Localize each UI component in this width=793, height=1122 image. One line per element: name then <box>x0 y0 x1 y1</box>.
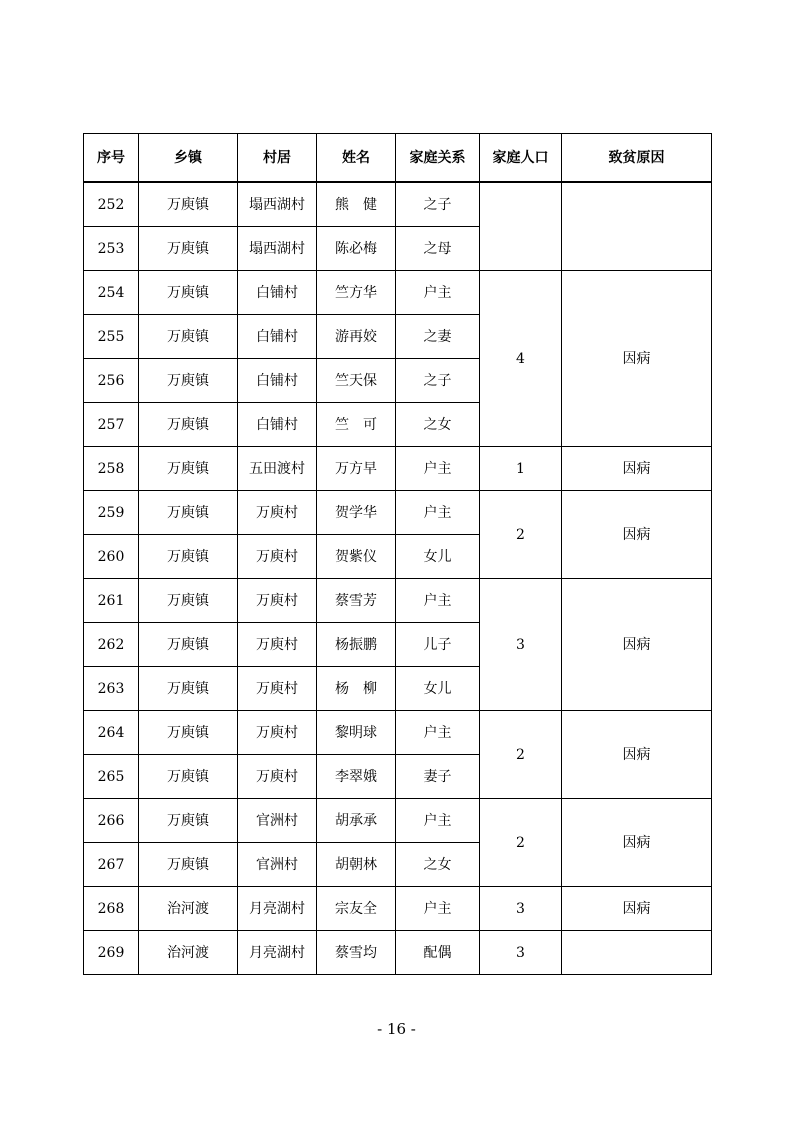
town-cell: 万庾镇 <box>139 535 238 579</box>
name-cell: 李翠娥 <box>317 755 396 799</box>
relation-cell: 户主 <box>396 711 480 755</box>
relation-cell: 之女 <box>396 843 480 887</box>
name-cell: 黎明球 <box>317 711 396 755</box>
town-cell: 万庾镇 <box>139 711 238 755</box>
serial-cell: 265 <box>84 755 139 799</box>
relation-cell: 之妻 <box>396 315 480 359</box>
town-cell: 万庾镇 <box>139 843 238 887</box>
serial-cell: 263 <box>84 667 139 711</box>
household-size-cell: 1 <box>480 447 562 491</box>
name-cell: 贺学华 <box>317 491 396 535</box>
relation-cell: 女儿 <box>396 667 480 711</box>
serial-cell: 268 <box>84 887 139 931</box>
relation-cell: 户主 <box>396 579 480 623</box>
header-name: 姓名 <box>317 134 396 183</box>
table-row <box>84 711 712 755</box>
serial-cell: 256 <box>84 359 139 403</box>
table-row <box>84 491 712 535</box>
household-size-cell: 4 <box>480 271 562 447</box>
town-cell: 万庾镇 <box>139 579 238 623</box>
town-cell: 万庾镇 <box>139 447 238 491</box>
village-cell: 白铺村 <box>238 403 317 447</box>
town-cell: 万庾镇 <box>139 315 238 359</box>
table-row <box>84 799 712 843</box>
poverty-reason-cell <box>562 931 712 975</box>
header-serial-number: 序号 <box>84 134 139 183</box>
header-household-size: 家庭人口 <box>480 134 562 183</box>
relation-cell: 之子 <box>396 359 480 403</box>
household-size-cell: 2 <box>480 711 562 799</box>
table-row <box>84 931 712 975</box>
page-number: - 16 - <box>377 1020 416 1038</box>
household-size-cell: 3 <box>480 931 562 975</box>
village-cell: 万庾村 <box>238 535 317 579</box>
header-family-relation: 家庭关系 <box>396 134 480 183</box>
relation-cell: 户主 <box>396 271 480 315</box>
relation-cell: 妻子 <box>396 755 480 799</box>
town-cell: 治河渡 <box>139 887 238 931</box>
village-cell: 月亮湖村 <box>238 931 317 975</box>
household-size-cell: 3 <box>480 887 562 931</box>
village-cell: 官洲村 <box>238 843 317 887</box>
header-poverty-reason: 致贫原因 <box>562 134 712 183</box>
village-cell: 塌西湖村 <box>238 227 317 271</box>
town-cell: 万庾镇 <box>139 227 238 271</box>
name-cell: 万方早 <box>317 447 396 491</box>
serial-cell: 258 <box>84 447 139 491</box>
serial-cell: 257 <box>84 403 139 447</box>
town-cell: 万庾镇 <box>139 359 238 403</box>
name-cell: 竺方华 <box>317 271 396 315</box>
town-cell: 万庾镇 <box>139 667 238 711</box>
village-cell: 万庾村 <box>238 579 317 623</box>
household-size-cell: 3 <box>480 579 562 711</box>
poverty-reason-cell <box>562 182 712 271</box>
table-row <box>84 271 712 315</box>
household-size-cell: 2 <box>480 799 562 887</box>
table-header-row <box>84 134 712 183</box>
poverty-reason-cell: 因病 <box>562 887 712 931</box>
village-cell: 月亮湖村 <box>238 887 317 931</box>
relation-cell: 户主 <box>396 491 480 535</box>
village-cell: 万庾村 <box>238 623 317 667</box>
header-town: 乡镇 <box>139 134 238 183</box>
town-cell: 治河渡 <box>139 931 238 975</box>
poverty-roster-table <box>83 133 712 975</box>
relation-cell: 之女 <box>396 403 480 447</box>
name-cell: 竺天保 <box>317 359 396 403</box>
town-cell: 万庾镇 <box>139 491 238 535</box>
relation-cell: 户主 <box>396 447 480 491</box>
poverty-reason-cell: 因病 <box>562 447 712 491</box>
serial-cell: 260 <box>84 535 139 579</box>
table-row <box>84 447 712 491</box>
serial-cell: 253 <box>84 227 139 271</box>
village-cell: 塌西湖村 <box>238 182 317 227</box>
serial-cell: 264 <box>84 711 139 755</box>
name-cell: 竺 可 <box>317 403 396 447</box>
town-cell: 万庾镇 <box>139 799 238 843</box>
table-row <box>84 182 712 227</box>
name-cell: 陈必梅 <box>317 227 396 271</box>
household-size-cell: 2 <box>480 491 562 579</box>
relation-cell: 女儿 <box>396 535 480 579</box>
poverty-reason-cell: 因病 <box>562 711 712 799</box>
header-village: 村居 <box>238 134 317 183</box>
relation-cell: 户主 <box>396 799 480 843</box>
relation-cell: 户主 <box>396 887 480 931</box>
town-cell: 万庾镇 <box>139 182 238 227</box>
name-cell: 宗友全 <box>317 887 396 931</box>
serial-cell: 269 <box>84 931 139 975</box>
name-cell: 熊 健 <box>317 182 396 227</box>
poverty-reason-cell: 因病 <box>562 799 712 887</box>
name-cell: 胡承承 <box>317 799 396 843</box>
name-cell: 贺紫仪 <box>317 535 396 579</box>
name-cell: 游再姣 <box>317 315 396 359</box>
poverty-reason-cell: 因病 <box>562 579 712 711</box>
relation-cell: 配偶 <box>396 931 480 975</box>
town-cell: 万庾镇 <box>139 403 238 447</box>
serial-cell: 262 <box>84 623 139 667</box>
poverty-reason-cell: 因病 <box>562 491 712 579</box>
relation-cell: 之子 <box>396 182 480 227</box>
village-cell: 万庾村 <box>238 755 317 799</box>
name-cell: 蔡雪芳 <box>317 579 396 623</box>
village-cell: 万庾村 <box>238 667 317 711</box>
village-cell: 官洲村 <box>238 799 317 843</box>
village-cell: 白铺村 <box>238 271 317 315</box>
poverty-reason-cell: 因病 <box>562 271 712 447</box>
town-cell: 万庾镇 <box>139 623 238 667</box>
village-cell: 万庾村 <box>238 491 317 535</box>
relation-cell: 之母 <box>396 227 480 271</box>
serial-cell: 261 <box>84 579 139 623</box>
serial-cell: 254 <box>84 271 139 315</box>
name-cell: 蔡雪均 <box>317 931 396 975</box>
serial-cell: 259 <box>84 491 139 535</box>
table-row <box>84 887 712 931</box>
name-cell: 杨 柳 <box>317 667 396 711</box>
table-row <box>84 579 712 623</box>
village-cell: 万庾村 <box>238 711 317 755</box>
name-cell: 胡朝林 <box>317 843 396 887</box>
relation-cell: 儿子 <box>396 623 480 667</box>
serial-cell: 255 <box>84 315 139 359</box>
serial-cell: 266 <box>84 799 139 843</box>
serial-cell: 267 <box>84 843 139 887</box>
village-cell: 白铺村 <box>238 315 317 359</box>
household-size-cell <box>480 182 562 271</box>
village-cell: 白铺村 <box>238 359 317 403</box>
village-cell: 五田渡村 <box>238 447 317 491</box>
name-cell: 杨振鹏 <box>317 623 396 667</box>
town-cell: 万庾镇 <box>139 271 238 315</box>
serial-cell: 252 <box>84 182 139 227</box>
town-cell: 万庾镇 <box>139 755 238 799</box>
